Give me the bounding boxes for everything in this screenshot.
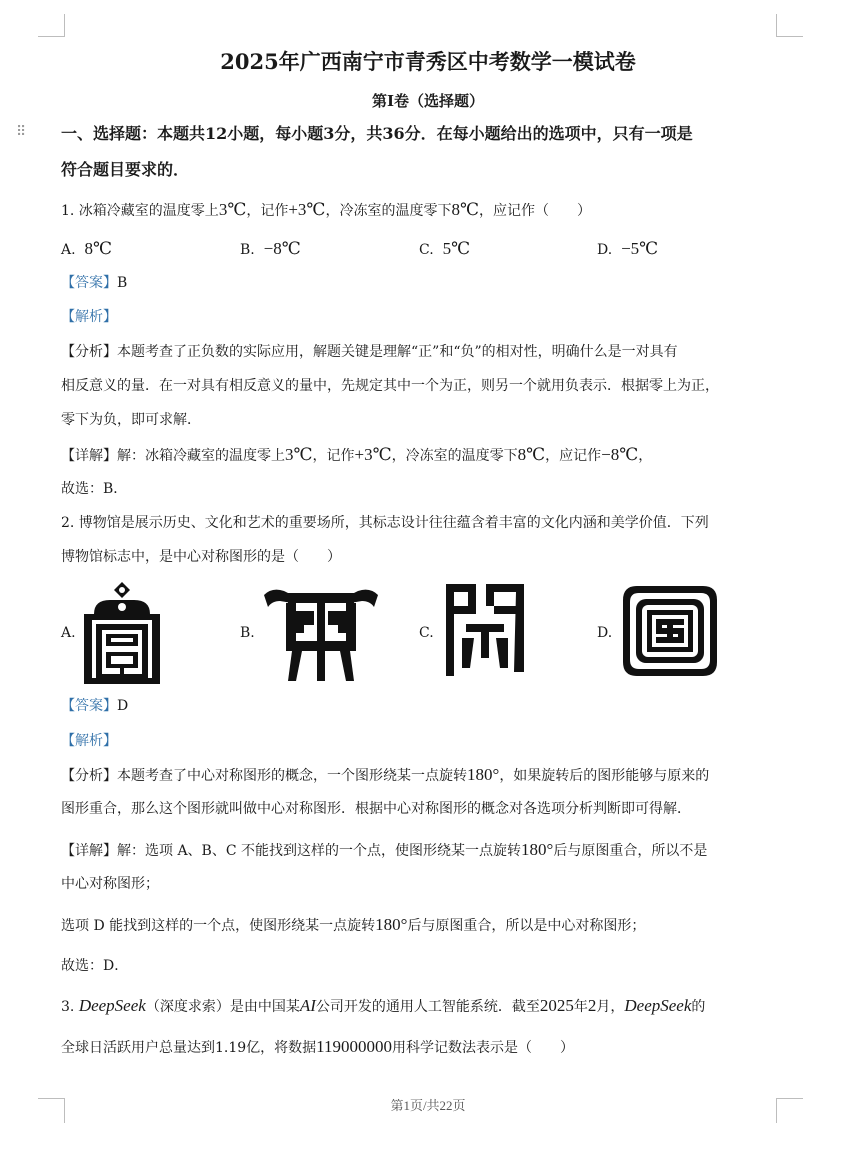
q1-answer-value: B	[117, 275, 128, 291]
q2-detail-text1b: 后与原图重合，所以不是	[553, 843, 708, 859]
page-title: 2025年广西南宁市青秀区中考数学一模试卷	[220, 49, 636, 74]
q2-detail-line1	[61, 840, 794, 861]
q1-stem-text-d: ，应记作（ ）	[478, 203, 591, 219]
q1-analysis-tag: 【解析】	[61, 309, 117, 325]
q2-analysis-tag: 【解析】	[61, 733, 117, 749]
q3-name-2: DeepSeek	[624, 996, 692, 1015]
q2-fenxi-line2: 图形重合，那么这个图形就叫做中心对称图形．根据中心对称图形的概念对各选项分析判断即可得解．	[61, 801, 691, 817]
drag-handle-icon[interactable]: ⠿	[16, 124, 26, 140]
q1-detail-tag: 【详解】	[61, 448, 117, 464]
q1-option-c[interactable]	[419, 239, 470, 260]
q2-stem-line2: 博物馆标志中，是中心对称图形的是（ ）	[61, 549, 341, 565]
q1-option-b-value: −8℃	[263, 239, 301, 258]
q3-year: 2025	[539, 996, 574, 1015]
q3-number-value: 119000000	[316, 1037, 393, 1056]
q2-detail-text3a: 选项 D 能找到这样的一个点，使图形绕某一点旋转	[61, 918, 376, 934]
q1-fenxi-line3: 零下为负，即可求解．	[61, 412, 201, 428]
q3-month: 2	[587, 996, 597, 1015]
q3-stem-line2	[61, 1037, 794, 1058]
q1-detail-text-c: ，冷冻室的温度零下	[391, 448, 518, 464]
q1-stem	[61, 200, 794, 221]
museum-logo-a-image[interactable]	[82, 580, 162, 684]
q2-fenxi-text1b: ，如果旋转后的图形能够与原来的	[499, 768, 710, 784]
q2-fenxi-tag: 【分析】	[61, 768, 117, 784]
q3-text-2: 公司开发的通用人工智能系统．截至	[315, 999, 540, 1015]
q2-stem-line1: 2. 博物馆是展示历史、文化和艺术的重要场所，其标志设计往往蕴含着丰富的文化内涵和美学价值．下列	[61, 515, 709, 531]
q1-detail-text-d: ，应记作	[545, 448, 602, 464]
q1-option-a-value: 8℃	[84, 239, 112, 258]
q1-option-d[interactable]	[597, 239, 658, 260]
section-heading-line1: 一、选择题：本题共12小题，每小题3分，共36分．在每小题给出的选项中，只有一项是	[61, 124, 693, 143]
q2-option-b-label[interactable]: B.	[240, 625, 255, 641]
museum-logo-b-image[interactable]	[262, 585, 380, 683]
q3-name-1: DeepSeek	[78, 996, 146, 1015]
q1-option-a[interactable]	[61, 239, 112, 260]
q1-fenxi-tag: 【分析】	[61, 344, 117, 360]
crop-mark-top-left	[38, 14, 65, 37]
q2-detail-line2: 中心对称图形；	[61, 876, 159, 892]
q2-detail-tag: 【详解】	[61, 843, 117, 859]
q2-detail-text1a: 解：选项 A、B、C 不能找到这样的一个点，使图形绕某一点旋转	[117, 843, 522, 859]
q2-option-d-label[interactable]: D.	[597, 625, 613, 641]
q1-option-d-value: −5℃	[621, 239, 659, 258]
section-heading-line2: 符合题目要求的．	[61, 160, 190, 179]
q1-option-d-label: D.	[597, 242, 613, 258]
q1-stem-text-a: 1. 冰箱冷藏室的温度零上	[61, 203, 219, 219]
q1-option-a-label: A.	[61, 242, 76, 258]
page-subtitle: 第I卷（选择题）	[371, 92, 485, 110]
q1-answer-tag: 【答案】	[61, 275, 117, 291]
q3-stem-line1	[61, 996, 794, 1017]
q1-stem-text-c: ，冷冻室的温度零下	[325, 203, 452, 219]
q3-text-1: （深度求索）是由中国某	[145, 999, 300, 1015]
crop-mark-top-right	[776, 14, 803, 37]
q2-detail-value1: 180°	[521, 840, 554, 859]
q3-text-5: 的	[691, 999, 706, 1015]
q1-stem-value-3: 8℃	[451, 200, 479, 219]
q2-option-a-label[interactable]: A.	[61, 625, 76, 641]
q1-option-b[interactable]	[240, 239, 301, 260]
q1-conclusion: 故选：B．	[61, 481, 128, 497]
q1-detail-text-b: ，记作	[312, 448, 355, 464]
q3-ai: AI	[299, 996, 316, 1015]
q1-option-c-label: C.	[419, 242, 434, 258]
q1-detail-text-e: ，	[638, 448, 653, 464]
q3-line2-text-b: 用科学记数法表示是（ ）	[392, 1040, 575, 1056]
q1-detail-value-3: 8℃	[517, 445, 546, 464]
q1-stem-value-1: 3℃	[218, 200, 247, 219]
q3-line2-text-a: 全球日活跃用户总量达到1.19亿，将数据	[61, 1040, 317, 1056]
q2-fenxi-text1a: 本题考查了中心对称图形的概念，一个图形绕某一点旋转	[117, 768, 467, 784]
q1-fenxi-line1	[61, 342, 794, 362]
q3-number: 3.	[61, 999, 75, 1015]
museum-logo-c-image[interactable]	[440, 582, 530, 678]
q1-option-b-label: B.	[240, 242, 255, 258]
q2-detail-value3: 180°	[375, 915, 408, 934]
q1-stem-text-b: ，记作	[246, 203, 289, 219]
q2-answer-value: D	[117, 698, 129, 714]
q3-text-3: 年	[573, 999, 588, 1015]
q2-option-c-label[interactable]: C.	[419, 625, 434, 641]
q1-detail-text-a: 解：冰箱冷藏室的温度零上	[117, 448, 285, 464]
q1-answer	[61, 273, 794, 293]
q2-answer-tag: 【答案】	[61, 698, 117, 714]
q2-answer	[61, 696, 794, 716]
q2-detail-text3b: 后与原图重合，所以是中心对称图形；	[407, 918, 646, 934]
q2-fenxi-line1	[61, 765, 794, 786]
q2-fenxi-value: 180°	[467, 765, 500, 784]
q1-fenxi-line2: 相反意义的量．在一对具有相反意义的量中，先规定其中一个为正，则另一个就用负表示．根据零上为正，	[61, 378, 719, 394]
q1-option-c-value: 5℃	[442, 239, 471, 258]
q1-detail	[61, 445, 794, 466]
q2-detail-line3	[61, 915, 794, 936]
page-footer: 第1页/共22页	[390, 1098, 466, 1113]
museum-logo-d-image[interactable]	[621, 584, 719, 678]
q1-detail-value-4: −8℃	[601, 445, 639, 464]
q3-text-4: 月，	[596, 999, 625, 1015]
q1-detail-value-1: 3℃	[285, 445, 313, 464]
q1-detail-value-2: +3℃	[354, 445, 392, 464]
q1-fenxi-text1: 本题考查了正负数的实际应用，解题关键是理解“正”和“负”的相对性，明确什么是一对具有	[117, 344, 678, 360]
q2-conclusion: 故选：D．	[61, 958, 129, 974]
q1-stem-value-2: +3℃	[288, 200, 326, 219]
